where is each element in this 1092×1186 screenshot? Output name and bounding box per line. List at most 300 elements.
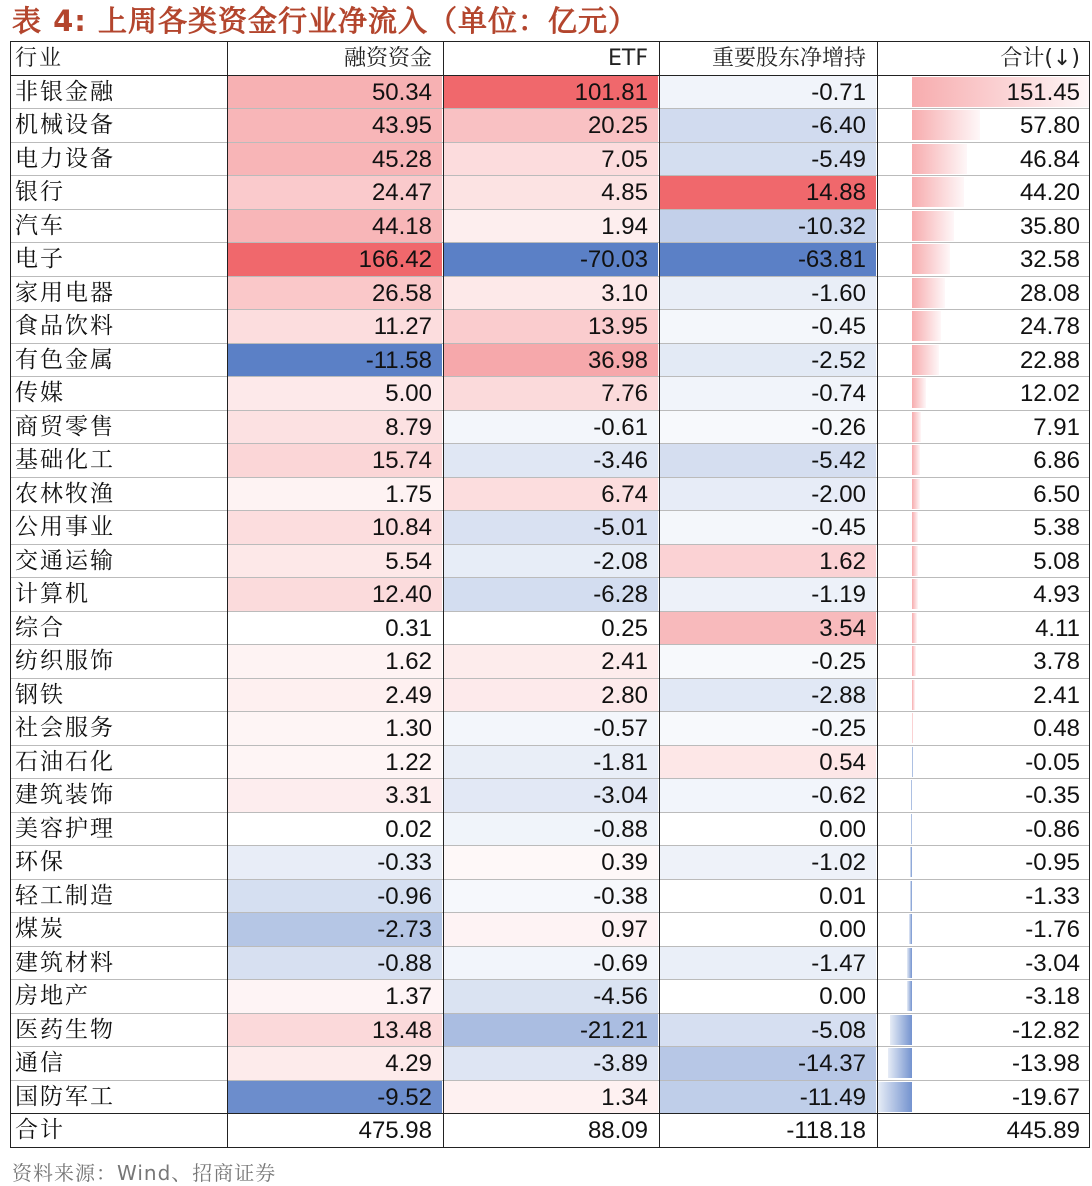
data-bar [912, 144, 967, 174]
cell-text: -0.33 [377, 849, 432, 876]
cell-text: 1.37 [385, 983, 432, 1010]
etf-value [444, 880, 658, 913]
industry-name: 环保 [15, 849, 65, 875]
data-bar [912, 278, 945, 308]
industry-name: 社会服务 [15, 715, 115, 741]
grid-line [877, 42, 878, 1147]
industry-name: 有色金属 [15, 346, 115, 373]
data-bar [912, 512, 918, 542]
total-value [878, 645, 1090, 678]
shareholder-increase-value [660, 980, 876, 1013]
cell-text: 6.86 [1033, 447, 1080, 474]
total-value [878, 277, 1090, 310]
etf-value [444, 1014, 658, 1047]
data-bar [912, 345, 939, 375]
grid-line [10, 845, 1090, 846]
cell-text: 1.30 [385, 715, 432, 742]
total-value [878, 210, 1090, 243]
margin-financing-value [228, 813, 442, 846]
cell-text: -0.96 [377, 882, 432, 910]
industry-name: 煤炭 [15, 916, 65, 942]
table-row [10, 712, 1090, 746]
cell-text: -2.00 [811, 480, 866, 508]
cell-text: 0.25 [601, 614, 648, 642]
table-row [10, 344, 1090, 378]
shareholder-increase-value [660, 645, 876, 678]
cell-text: -0.74 [811, 380, 866, 407]
etf-value [444, 612, 658, 645]
industry-name: 综合 [15, 614, 65, 641]
etf-value [444, 377, 658, 410]
grid-line [10, 209, 1090, 210]
data-bar [912, 713, 913, 743]
cell-text: 26.58 [371, 279, 432, 307]
industry-name: 房地产 [15, 983, 90, 1009]
cell-text: 45.28 [371, 145, 432, 173]
cell-text: 46.84 [1019, 145, 1080, 173]
table-row [10, 176, 1090, 210]
margin-financing-value [228, 143, 442, 176]
table-row [10, 1047, 1090, 1081]
cell-text: 5.54 [385, 547, 432, 575]
industry-name: 美容护理 [15, 815, 115, 842]
etf-value [444, 511, 658, 544]
etf-value [444, 277, 658, 310]
cell-text: -1.81 [593, 748, 648, 776]
margin-financing-value [228, 76, 442, 109]
cell-text: 475.98 [358, 1117, 432, 1144]
cell-text: -0.95 [1025, 849, 1080, 876]
cell-text: 5.38 [1033, 514, 1080, 541]
table-row [10, 612, 1090, 646]
cell-text: -0.35 [1025, 782, 1080, 809]
shareholder-increase-value [660, 846, 876, 879]
shareholder-increase-value [660, 176, 876, 209]
margin-financing-value [228, 344, 442, 377]
etf-value [444, 712, 658, 745]
industry-name: 电力设备 [15, 145, 115, 172]
grid-line [10, 309, 1090, 310]
cell-text: -0.88 [593, 815, 648, 843]
cell-text: 101.81 [574, 78, 648, 106]
table-row [10, 310, 1090, 344]
cell-text: -5.01 [593, 514, 648, 541]
grid-line [10, 108, 1090, 109]
industry-name: 电子 [15, 246, 65, 272]
grid-line [10, 778, 1090, 779]
grid-line [10, 745, 1090, 746]
cell-text: -11.49 [799, 1083, 866, 1111]
etf-value [444, 478, 658, 511]
table-row [10, 143, 1090, 177]
total-value [878, 344, 1090, 377]
margin-financing-value [228, 746, 442, 779]
cell-text: 0.39 [601, 849, 648, 876]
cell-text: 4.29 [385, 1050, 432, 1077]
shareholder-increase-value [660, 478, 876, 511]
table-row [10, 545, 1090, 579]
cell-text: -0.71 [811, 78, 866, 106]
grid-line [10, 1046, 1090, 1047]
cell-text: -0.26 [811, 413, 866, 441]
total-value [878, 712, 1090, 745]
cell-text: -5.49 [811, 145, 866, 173]
cell-text: -5.08 [811, 1016, 866, 1044]
industry-name: 交通运输 [15, 547, 115, 574]
total-value [878, 310, 1090, 343]
etf-value [444, 1114, 658, 1147]
cell-text: 44.20 [1019, 179, 1080, 206]
cell-text: -2.08 [593, 547, 648, 575]
etf-value [444, 679, 658, 712]
industry-name: 家用电器 [15, 279, 115, 306]
industry-name: 食品饮料 [15, 313, 115, 339]
shareholder-increase-value [660, 1047, 876, 1080]
cell-text: 7.91 [1033, 413, 1080, 441]
grid-line [10, 946, 1090, 947]
grid-line [10, 510, 1090, 511]
header-shareholder-increase: 重要股东净增持 [711, 46, 866, 71]
cell-text: -2.73 [377, 916, 432, 943]
total-value [878, 143, 1090, 176]
cell-text: 24.47 [371, 179, 432, 206]
cell-text: -2.52 [811, 346, 866, 374]
header-total: 合计(↓) [1000, 46, 1080, 71]
cell-text: -0.69 [593, 949, 648, 977]
margin-financing-value [228, 1081, 442, 1114]
total-value [878, 813, 1090, 846]
total-value [878, 746, 1090, 779]
cell-text: -6.28 [593, 581, 648, 608]
shareholder-increase-value [660, 1081, 876, 1114]
cell-text: 28.08 [1019, 279, 1080, 307]
etf-value [444, 310, 658, 343]
shareholder-increase-value [660, 913, 876, 946]
cell-text: -1.33 [1025, 882, 1080, 910]
grid-line [10, 42, 11, 1147]
margin-financing-value [228, 176, 442, 209]
data-bar [912, 412, 921, 442]
grid-line [10, 410, 1090, 411]
cell-text: 3.10 [601, 279, 648, 307]
shareholder-increase-value [660, 779, 876, 812]
cell-text: -0.57 [593, 715, 648, 742]
table-row [10, 76, 1090, 110]
grid-line [10, 376, 1090, 377]
etf-value [444, 243, 658, 276]
cell-text: 6.50 [1033, 480, 1080, 508]
total-value [878, 1114, 1090, 1147]
cell-text: -118.18 [786, 1117, 866, 1144]
grid-line [10, 276, 1090, 277]
margin-financing-value [228, 277, 442, 310]
table-row [10, 277, 1090, 311]
grid-line [10, 611, 1090, 612]
grid-line [10, 912, 1090, 913]
cell-text: -3.04 [1025, 949, 1080, 977]
cell-text: 5.08 [1033, 547, 1080, 575]
table-row [10, 679, 1090, 713]
shareholder-increase-value [660, 612, 876, 645]
grid-line [10, 242, 1090, 243]
shareholder-increase-value [660, 411, 876, 444]
total-value [878, 478, 1090, 511]
industry-name: 通信 [15, 1050, 65, 1076]
grid-line [10, 41, 1090, 42]
cell-text: -3.18 [1025, 983, 1080, 1010]
total-value [878, 578, 1090, 611]
cell-text: -1.60 [811, 279, 866, 307]
etf-value [444, 143, 658, 176]
cell-text: 3.54 [819, 614, 866, 642]
total-value [878, 679, 1090, 712]
shareholder-increase-value [660, 76, 876, 109]
cell-text: 50.34 [371, 78, 432, 106]
etf-value [444, 344, 658, 377]
etf-value [444, 109, 658, 142]
data-bar [909, 914, 912, 944]
total-label: 合计 [15, 1117, 65, 1143]
cell-text: 4.93 [1033, 581, 1080, 608]
cell-text: -1.76 [1025, 916, 1080, 943]
total-value [878, 913, 1090, 946]
cell-text: -2.88 [811, 681, 866, 709]
cell-text: 4.11 [1035, 614, 1080, 642]
table-row [10, 746, 1090, 780]
etf-value [444, 813, 658, 846]
cell-text: -1.19 [811, 581, 866, 608]
industry-name: 国防军工 [15, 1083, 115, 1110]
cell-text: -3.46 [593, 447, 648, 474]
etf-value [444, 645, 658, 678]
shareholder-increase-value [660, 880, 876, 913]
shareholder-increase-value [660, 277, 876, 310]
total-value [878, 545, 1090, 578]
table-row [10, 813, 1090, 847]
cell-text: -9.52 [377, 1083, 432, 1111]
table-row [10, 109, 1090, 143]
total-value [878, 1014, 1090, 1047]
data-bar [912, 747, 913, 777]
cell-text: -4.56 [593, 983, 648, 1010]
cell-text: 10.84 [371, 514, 432, 541]
shareholder-increase-value [660, 377, 876, 410]
margin-financing-value [228, 478, 442, 511]
shareholder-increase-value [660, 679, 876, 712]
etf-value [444, 545, 658, 578]
cell-text: -0.05 [1025, 748, 1080, 776]
margin-financing-value [228, 377, 442, 410]
margin-financing-value [228, 846, 442, 879]
total-value [878, 176, 1090, 209]
grid-line [10, 477, 1090, 478]
cell-text: -19.67 [1011, 1083, 1080, 1111]
cell-text: -6.40 [811, 112, 866, 139]
cell-text: -0.45 [811, 313, 866, 340]
margin-financing-value [228, 947, 442, 980]
grid-line [659, 42, 660, 1147]
total-value [878, 377, 1090, 410]
table-row [10, 1081, 1090, 1115]
grid-line [443, 42, 444, 1147]
margin-financing-value [228, 913, 442, 946]
table-row [10, 444, 1090, 478]
cell-text: 0.54 [819, 748, 866, 776]
etf-value [444, 444, 658, 477]
total-value [878, 511, 1090, 544]
table-total-row [10, 1114, 1090, 1148]
shareholder-increase-value [660, 712, 876, 745]
cell-text: 0.00 [819, 983, 866, 1010]
total-value [878, 109, 1090, 142]
header-industry: 行业 [15, 46, 64, 71]
industry-name: 轻工制造 [15, 882, 115, 909]
data-bar [912, 646, 916, 676]
shareholder-increase-value [660, 109, 876, 142]
shareholder-increase-value [660, 746, 876, 779]
etf-value [444, 210, 658, 243]
margin-financing-value [228, 310, 442, 343]
margin-financing-value [228, 578, 442, 611]
table-row [10, 243, 1090, 277]
cell-text: 14.88 [805, 179, 866, 206]
data-bar [890, 1015, 912, 1045]
industry-name: 计算机 [15, 581, 90, 607]
industry-name: 建筑装饰 [15, 782, 115, 808]
shareholder-increase-value [660, 545, 876, 578]
data-bar [912, 579, 918, 609]
data-bar [912, 680, 915, 710]
cell-text: -0.88 [377, 949, 432, 977]
data-bar [912, 211, 954, 241]
etf-value [444, 1047, 658, 1080]
etf-value [444, 1081, 658, 1114]
margin-financing-value [228, 679, 442, 712]
grid-line [10, 1147, 1090, 1148]
cell-text: 4.85 [601, 179, 648, 206]
cell-text: 0.02 [385, 815, 432, 843]
grid-line [10, 711, 1090, 712]
total-value [878, 1081, 1090, 1114]
cell-text: 1.94 [601, 212, 648, 240]
total-value [878, 880, 1090, 913]
cell-text: -0.38 [593, 882, 648, 910]
cell-text: 32.58 [1019, 246, 1080, 273]
margin-financing-value [228, 1114, 442, 1147]
cell-text: -3.89 [593, 1050, 648, 1077]
industry-name: 农林牧渔 [15, 480, 115, 507]
cell-text: 88.09 [587, 1117, 648, 1144]
industry-name: 机械设备 [15, 112, 115, 138]
data-bar [912, 177, 964, 207]
grid-line [10, 678, 1090, 679]
total-value [878, 612, 1090, 645]
cell-text: 5.00 [385, 380, 432, 407]
etf-value [444, 411, 658, 444]
grid-line [10, 544, 1090, 545]
industry-name: 纺织服饰 [15, 648, 115, 674]
cell-text: 2.41 [601, 648, 648, 675]
grid-line [10, 644, 1090, 645]
table-header-row [10, 42, 1090, 76]
data-bar [912, 613, 917, 643]
cell-text: 8.79 [385, 413, 432, 441]
margin-financing-value [228, 243, 442, 276]
etf-value [444, 846, 658, 879]
cell-text: 2.49 [385, 681, 432, 709]
grid-line [10, 812, 1090, 813]
etf-value [444, 76, 658, 109]
grid-line [227, 42, 228, 1147]
cell-text: -3.04 [593, 782, 648, 809]
table-row [10, 779, 1090, 813]
header-margin-financing: 融资资金 [343, 46, 432, 71]
cell-text: 0.97 [601, 916, 648, 943]
grid-line [10, 443, 1090, 444]
total-value [878, 411, 1090, 444]
margin-financing-value [228, 411, 442, 444]
cell-text: 2.80 [601, 681, 648, 709]
total-value [878, 243, 1090, 276]
cell-text: -0.45 [811, 514, 866, 541]
cell-text: 1.34 [601, 1083, 648, 1111]
cell-text: 2.41 [1033, 681, 1080, 709]
shareholder-increase-value [660, 444, 876, 477]
data-bar [912, 110, 980, 140]
grid-line [10, 1013, 1090, 1014]
cell-text: -0.86 [1025, 815, 1080, 843]
cell-text: -10.32 [797, 212, 866, 240]
cell-text: -1.02 [811, 849, 866, 876]
table-row [10, 511, 1090, 545]
table-row [10, 913, 1090, 947]
data-bar [912, 378, 926, 408]
table-row [10, 1014, 1090, 1048]
cell-text: 151.45 [1006, 78, 1080, 106]
shareholder-increase-value [660, 1014, 876, 1047]
margin-financing-value [228, 779, 442, 812]
margin-financing-value [228, 612, 442, 645]
data-bar [912, 546, 918, 576]
cell-text: 12.40 [371, 581, 432, 608]
cell-text: 3.31 [385, 782, 432, 809]
header-etf: ETF [608, 46, 648, 71]
cell-text: 15.74 [371, 447, 432, 474]
cell-text: 0.00 [819, 815, 866, 843]
etf-value [444, 947, 658, 980]
grid-line [1089, 42, 1090, 1147]
cell-text: 6.74 [601, 480, 648, 508]
industry-name: 汽车 [15, 212, 65, 239]
cell-text: 57.80 [1019, 112, 1080, 139]
industry-name: 建筑材料 [15, 949, 115, 976]
grid-line [10, 75, 1090, 76]
industry-name: 非银金融 [15, 78, 115, 105]
margin-financing-value [228, 645, 442, 678]
industry-name: 公用事业 [15, 514, 115, 540]
data-bar [907, 981, 912, 1011]
cell-text: -0.61 [593, 413, 648, 441]
data-bar [911, 780, 912, 810]
table-row [10, 846, 1090, 880]
etf-value [444, 746, 658, 779]
table-row [10, 478, 1090, 512]
grid-line [10, 175, 1090, 176]
grid-line [10, 142, 1090, 143]
margin-financing-value [228, 712, 442, 745]
cell-text: 0.00 [819, 916, 866, 943]
cell-text: -21.21 [579, 1016, 648, 1044]
